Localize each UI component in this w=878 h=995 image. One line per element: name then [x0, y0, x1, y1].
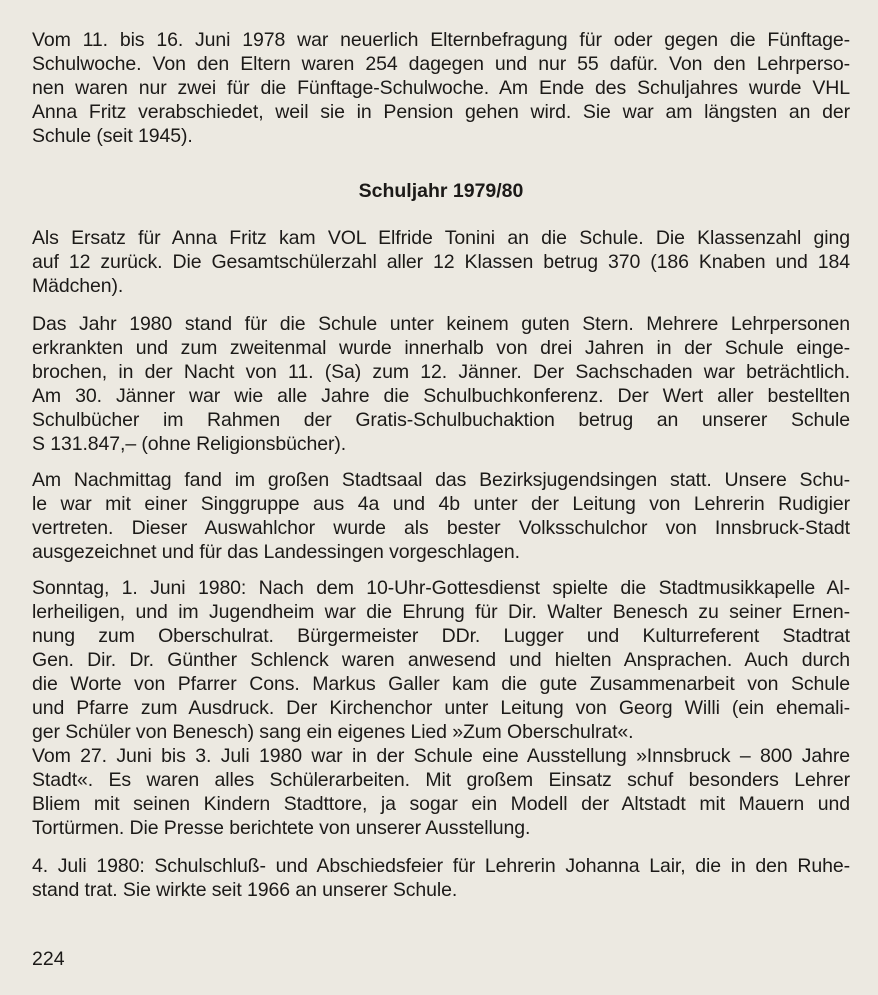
- text-line: ger Schüler von Benesch) sang ein eigenes Lied »Zum Oberschulrat«.: [32, 721, 634, 743]
- text-line: Vom 11. bis 16. Juni 1978 war neuerlich Elternbefragung für oder gegen die Fünftage-: [32, 29, 850, 51]
- paragraph-3: [32, 312, 850, 456]
- text-line: die Worte von Pfarrer Cons. Markus Galler kam die gute Zusammenarbeit von Schule: [32, 673, 850, 695]
- text-line: Schule (seit 1945).: [32, 125, 193, 147]
- text-line: brochen, in der Nacht von 11. (Sa) zum 12. Jänner. Der Sachschaden war beträchtlich.: [32, 361, 850, 383]
- text-line: S 131.847,– (ohne Religionsbücher).: [32, 433, 347, 455]
- text-line: stand trat. Sie wirkte seit 1966 an unserer Schule.: [32, 879, 458, 901]
- text-line: Vom 27. Juni bis 3. Juli 1980 war in der Schule eine Ausstellung »Innsbruck – 800 Jahre: [32, 745, 850, 767]
- text-line: le war mit einer Singgruppe aus 4a und 4b unter der Leitung von Lehrerin Rudigier: [32, 493, 850, 515]
- text-line: Am 30. Jänner war wie alle Jahre die Schulbuchkonferenz. Der Wert aller bestellten: [32, 385, 850, 407]
- text-line: 4. Juli 1980: Schulschluß- und Abschiedsfeier für Lehrerin Johanna Lair, die in den Ruhe-: [32, 855, 850, 877]
- text-line: Als Ersatz für Anna Fritz kam VOL Elfride Tonini an die Schule. Die Klassenzahl ging: [32, 227, 850, 249]
- section-heading: Schuljahr 1979/80: [358, 180, 524, 202]
- text-line: und Pfarre zum Ausdruck. Der Kirchenchor unter Leitung von Georg Willi (ein ehemali-: [32, 697, 850, 719]
- text-line: Sonntag, 1. Juni 1980: Nach dem 10-Uhr-Gottesdienst spielte die Stadtmusikkapelle Al-: [32, 577, 850, 599]
- text-line: Schulwoche. Von den Eltern waren 254 dagegen und nur 55 dafür. Von den Lehrperso-: [32, 53, 850, 75]
- text-line: Tortürmen. Die Presse berichtete von unserer Ausstellung.: [32, 817, 531, 839]
- text-line: Am Nachmittag fand im großen Stadtsaal das Bezirksjugendsingen statt. Unsere Schu-: [32, 469, 850, 491]
- text-line: Das Jahr 1980 stand für die Schule unter keinem guten Stern. Mehrere Lehrpersonen: [32, 313, 850, 335]
- paragraph-6: [32, 744, 850, 840]
- paragraph-1: [32, 28, 850, 148]
- paragraph-4: [32, 468, 850, 564]
- text-line: ausgezeichnet und für das Landessingen vorgeschlagen.: [32, 541, 520, 563]
- text-line: lerheiligen, und im Jugendheim war die Ehrung für Dir. Walter Benesch zu seiner Ernen-: [32, 601, 850, 623]
- text-line: Mädchen).: [32, 275, 124, 297]
- text-line: Bliem mit seinen Kindern Stadttore, ja sogar ein Modell der Altstadt mit Mauern und: [32, 793, 850, 815]
- paragraph-2: [32, 226, 850, 298]
- text-line: nung zum Oberschulrat. Bürgermeister DDr. Lugger und Kulturreferent Stadtrat: [32, 625, 850, 647]
- paragraph-7: [32, 854, 850, 902]
- text-line: Stadt«. Es waren alles Schülerarbeiten. Mit großem Einsatz schuf besonders Lehrer: [32, 769, 850, 791]
- text-line: nen waren nur zwei für die Fünftage-Schulwoche. Am Ende des Schuljahres wurde VHL: [32, 77, 850, 99]
- text-line: vertreten. Dieser Auswahlchor wurde als bester Volksschulchor von Innsbruck-Stadt: [32, 517, 850, 539]
- page-number: 224: [32, 948, 65, 970]
- text-line: Anna Fritz verabschiedet, weil sie in Pension gehen wird. Sie war am längsten an der: [32, 101, 850, 123]
- text-line: auf 12 zurück. Die Gesamtschülerzahl aller 12 Klassen betrug 370 (186 Knaben und 184: [32, 251, 850, 273]
- text-line: Schulbücher im Rahmen der Gratis-Schulbuchaktion betrug an unserer Schule: [32, 409, 850, 431]
- text-line: erkrankten und zum zweitenmal wurde innerhalb von drei Jahren in der Schule einge-: [32, 337, 850, 359]
- paragraph-5: [32, 576, 850, 744]
- text-line: Gen. Dir. Dr. Günther Schlenck waren anwesend und hielten Ansprachen. Auch durch: [32, 649, 850, 671]
